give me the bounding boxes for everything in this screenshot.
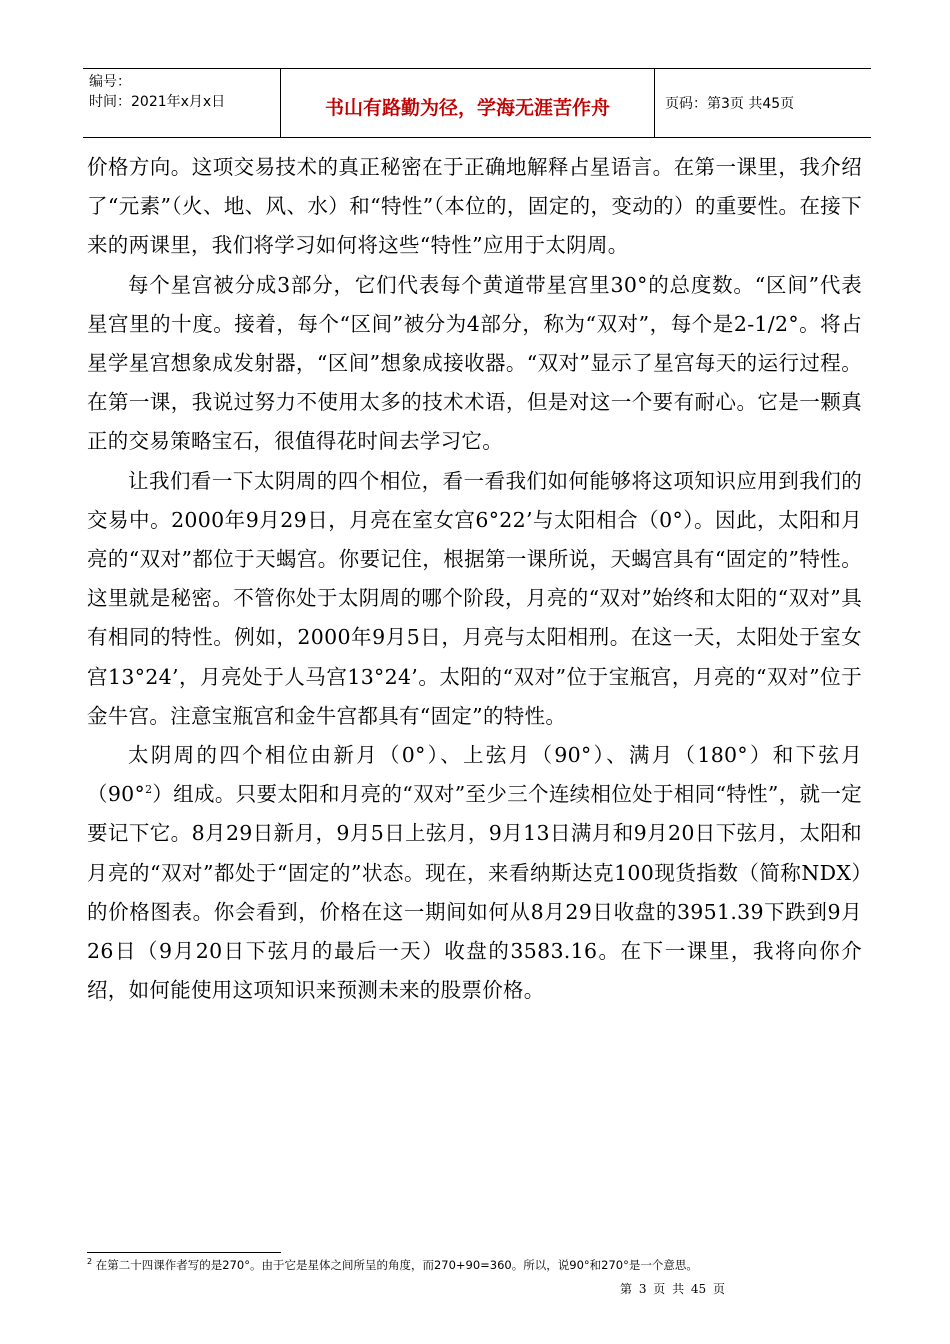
header-time-label: 时间：2021年x月x日 — [89, 94, 226, 110]
header-number-label: 编号： — [89, 74, 131, 90]
header-meta-cell — [83, 69, 281, 137]
footnote-reference[interactable]: 2 — [145, 783, 153, 797]
paragraph-text: 太阴周的四个相位由新月（0°）、上弦月（90°）、满月（180°）和下弦月（90° — [87, 743, 862, 807]
header-motto: 书山有路勤为径，学海无涯苦作舟 — [281, 69, 655, 137]
page-number: 第 3 页 共 45 页 — [620, 1282, 725, 1296]
footnote — [87, 1257, 877, 1273]
footnote-divider — [87, 1252, 281, 1253]
document-header — [83, 68, 871, 138]
header-page-info: 页码：第3页 共45页 — [665, 96, 795, 112]
paragraph — [87, 736, 862, 1010]
paragraph: 价格方向。这项交易技术的真正秘密在于正确地解释占星语言。在第一课里，我介绍了“元素”（火、地、风、水）和“特性”（本位的，固定的，变动的）的重要性。在接下来的两课里，我们将学习如何将这些“特性”应用于太阴周。 — [87, 155, 862, 258]
body-text — [87, 148, 862, 1010]
paragraph-text: ）组成。只要太阳和月亮的“双对”至少三个连续相位处于相同“特性”，就一定要记下它。8月29日新月，9月5日上弦月，9月13日满月和9月20日下弦月，太阳和月亮的“双对”都处于“固定的”状态。现在，来看纳斯达克100现货指数（简称NDX）的价格图表。你会看到，价格在这一期间如何从8月29日收盘的3951.39下跌到9月26日（9月20日下弦月的最后一天）收盘的3583.16。在下一课里，我将向你介绍，如何能使用这项知识来预测未来的股票价格。 — [87, 782, 862, 1003]
footnote-marker: 2 — [87, 1257, 93, 1267]
paragraph: 每个星宫被分成3部分，它们代表每个黄道带星宫里30°的总度数。“区间”代表星宫里的十度。接着，每个“区间”被分为4部分，称为“双对”，每个是2-1/2°。将占星学星宫想象成发射器，“区间”想象成接收器。“双对”显示了星宫每天的运行过程。在第一课，我说过努力不使用太多的技术术语，但是对这一个要有耐心。它是一颗真正的交易策略宝石，很值得花时间去学习它。 — [87, 272, 862, 454]
footnote-text: 在第二十四课作者写的是270°。由于它是星体之间所呈的角度，而270+90=360。所以，说90°和270°是一个意思。 — [95, 1258, 698, 1272]
paragraph: 让我们看一下太阴周的四个相位，看一看我们如何能够将这项知识应用到我们的交易中。2000年9月29日，月亮在室女宫6°22’与太阳相合（0°）。因此，太阳和月亮的“双对”都位于天蝎宫。你要记住，根据第一课所说，天蝎宫具有“固定的”特性。这里就是秘密。不管你处于太阴周的哪个阶段，月亮的“双对”始终和太阳的“双对”具有相同的特性。例如，2000年9月5日，月亮与太阳相刑。在这一天，太阳处于室女宫13°24’，月亮处于人马宫13°24’。太阳的“双对”位于宝瓶宫，月亮的“双对”位于金牛宫。注意宝瓶宫和金牛宫都具有“固定”的特性。 — [87, 468, 862, 728]
